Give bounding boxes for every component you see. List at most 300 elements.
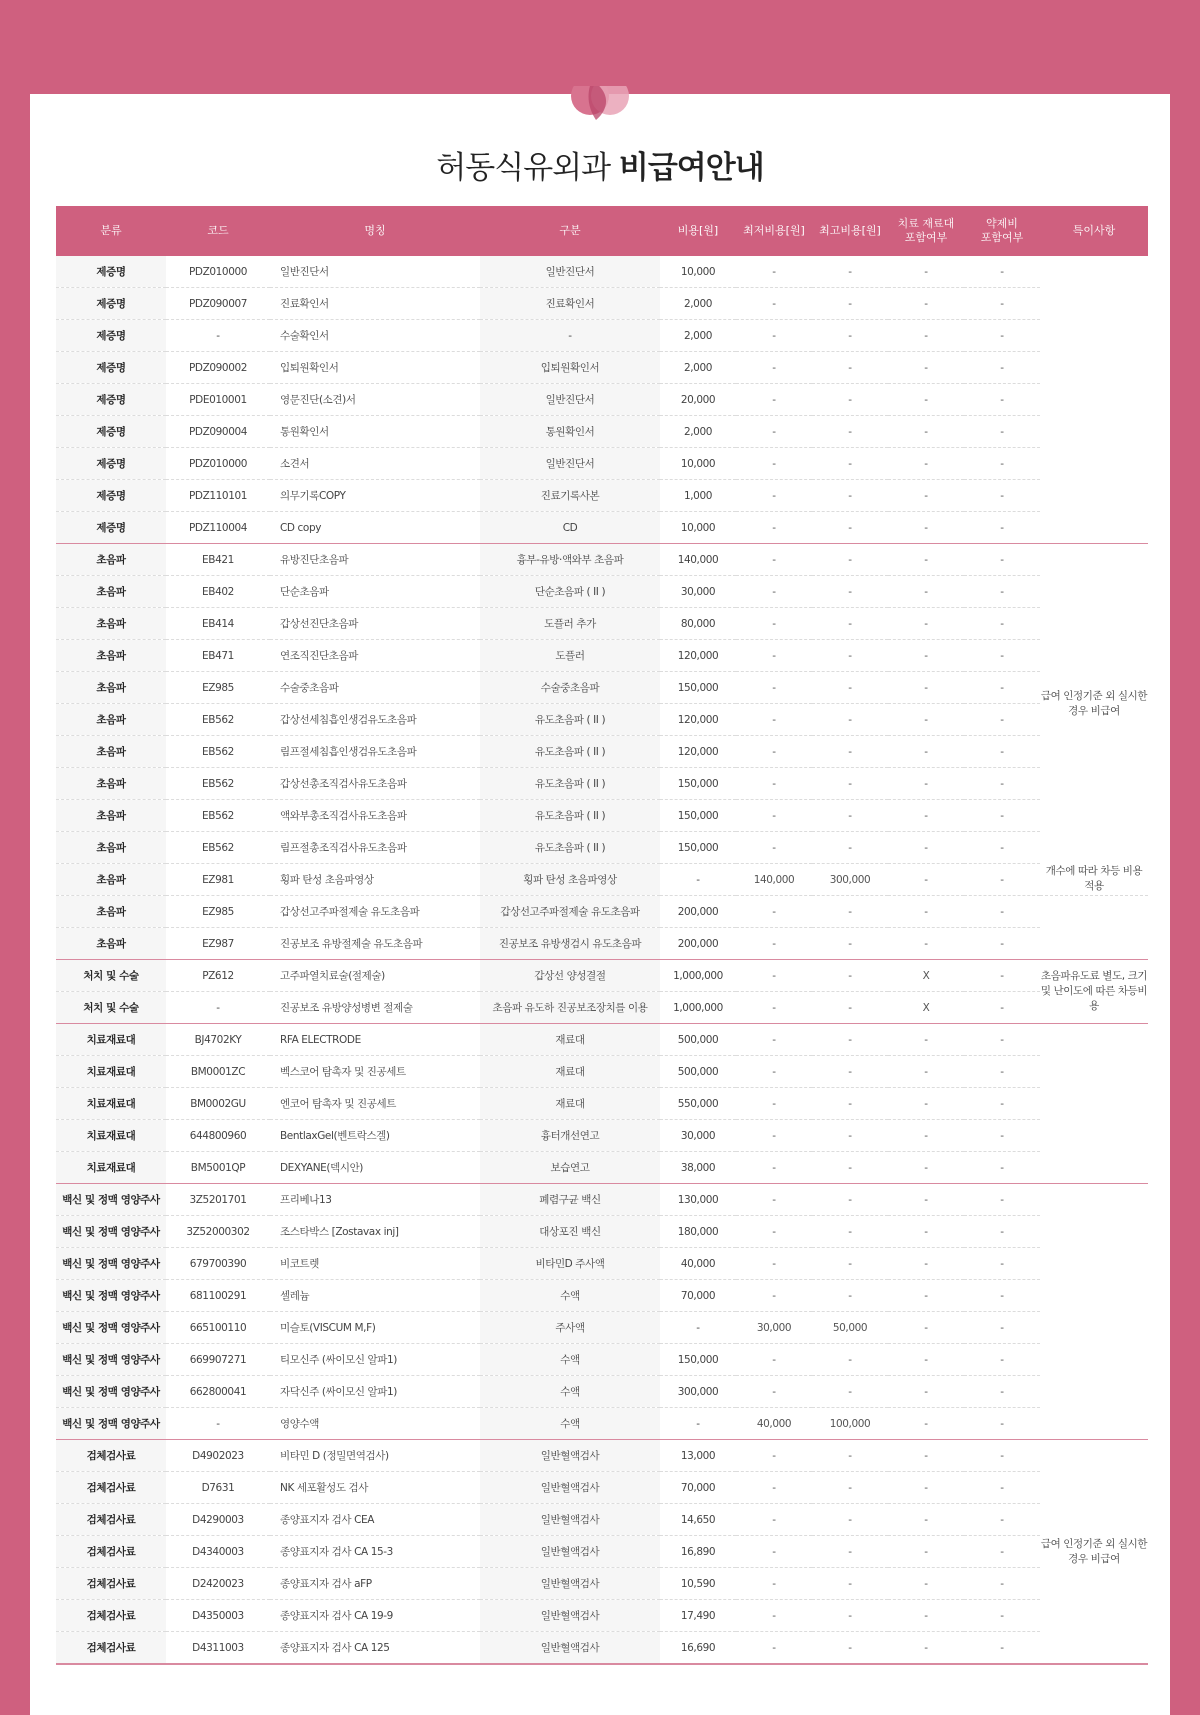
code-cell: - <box>166 992 270 1024</box>
drug-cell: - <box>964 1120 1040 1152</box>
max-cost-cell: 300,000 <box>812 864 888 896</box>
material-cell: - <box>888 352 964 384</box>
min-cost-cell: - <box>736 1376 812 1408</box>
code-cell: PDZ090002 <box>166 352 270 384</box>
max-cost-cell: - <box>812 1024 888 1056</box>
drug-cell: - <box>964 288 1040 320</box>
name-cell: 갑상선총조직검사유도초음파 <box>270 768 480 800</box>
header-material-included: 치료 재료대 포함여부 <box>888 206 964 256</box>
table-row <box>56 416 1148 448</box>
table-row <box>56 736 1148 768</box>
drug-cell: - <box>964 576 1040 608</box>
code-cell: EB402 <box>166 576 270 608</box>
min-cost-cell: - <box>736 448 812 480</box>
max-cost-cell: - <box>812 448 888 480</box>
max-cost-cell: - <box>812 1216 888 1248</box>
material-cell: - <box>888 1344 964 1376</box>
max-cost-cell: - <box>812 256 888 288</box>
type-cell: 흉부-유방·액와부 초음파 <box>480 544 660 576</box>
max-cost-cell: - <box>812 1376 888 1408</box>
category-cell: 초음파 <box>56 736 166 768</box>
cost-cell: 1,000,000 <box>660 992 736 1024</box>
drug-cell: - <box>964 704 1040 736</box>
name-cell: 소견서 <box>270 448 480 480</box>
header-drug-included: 약제비 포함여부 <box>964 206 1040 256</box>
type-cell: 일반혈액검사 <box>480 1568 660 1600</box>
content-card <box>30 94 1170 1715</box>
max-cost-cell: - <box>812 736 888 768</box>
header-type: 구분 <box>480 206 660 256</box>
code-cell: EB562 <box>166 704 270 736</box>
min-cost-cell: - <box>736 1600 812 1632</box>
material-cell: - <box>888 384 964 416</box>
drug-cell: - <box>964 736 1040 768</box>
max-cost-cell: - <box>812 1248 888 1280</box>
category-cell: 제증명 <box>56 512 166 544</box>
code-cell: 681100291 <box>166 1280 270 1312</box>
material-cell: - <box>888 928 964 960</box>
min-cost-cell: - <box>736 1088 812 1120</box>
max-cost-cell: - <box>812 1280 888 1312</box>
name-cell: 조스타박스 [Zostavax inj] <box>270 1216 480 1248</box>
min-cost-cell: - <box>736 960 812 992</box>
category-cell: 초음파 <box>56 672 166 704</box>
category-cell: 초음파 <box>56 800 166 832</box>
code-cell: BM0001ZC <box>166 1056 270 1088</box>
type-cell: 통원확인서 <box>480 416 660 448</box>
header-remarks: 특이사항 <box>1040 206 1148 256</box>
cost-cell: - <box>660 864 736 896</box>
material-cell: - <box>888 1440 964 1472</box>
category-cell: 제증명 <box>56 448 166 480</box>
drug-cell: - <box>964 416 1040 448</box>
max-cost-cell: - <box>812 320 888 352</box>
max-cost-cell: - <box>812 640 888 672</box>
min-cost-cell: - <box>736 992 812 1024</box>
code-cell: D4902023 <box>166 1440 270 1472</box>
name-cell: 단순초음파 <box>270 576 480 608</box>
table-row <box>56 352 1148 384</box>
material-cell: - <box>888 1408 964 1440</box>
drug-cell: - <box>964 1440 1040 1472</box>
drug-cell: - <box>964 1088 1040 1120</box>
material-cell: - <box>888 1184 964 1216</box>
name-cell: BentlaxGel(벤트락스겔) <box>270 1120 480 1152</box>
remarks-cell <box>1040 256 1148 544</box>
max-cost-cell: - <box>812 288 888 320</box>
code-cell: BM0002GU <box>166 1088 270 1120</box>
name-cell: 종양표지자 검사 CEA <box>270 1504 480 1536</box>
material-cell: X <box>888 960 964 992</box>
cost-cell: 120,000 <box>660 704 736 736</box>
drug-cell: - <box>964 672 1040 704</box>
min-cost-cell: - <box>736 832 812 864</box>
name-cell: 영문진단(소견)서 <box>270 384 480 416</box>
cost-cell: 140,000 <box>660 544 736 576</box>
code-cell: D4311003 <box>166 1632 270 1665</box>
type-cell: 도플러 추가 <box>480 608 660 640</box>
drug-cell: - <box>964 1472 1040 1504</box>
type-cell: 유도초음파 ( II ) <box>480 832 660 864</box>
table-row <box>56 1120 1148 1152</box>
code-cell: PDZ090007 <box>166 288 270 320</box>
name-cell: RFA ELECTRODE <box>270 1024 480 1056</box>
cost-cell: 14,650 <box>660 1504 736 1536</box>
type-cell: 초음파 유도하 진공보조장치를 이용 <box>480 992 660 1024</box>
material-cell: - <box>888 1376 964 1408</box>
type-cell: 진료기록사본 <box>480 480 660 512</box>
code-cell: D4350003 <box>166 1600 270 1632</box>
min-cost-cell: - <box>736 768 812 800</box>
drug-cell: - <box>964 1184 1040 1216</box>
code-cell: 644800960 <box>166 1120 270 1152</box>
category-cell: 백신 및 정맥 영양주사 <box>56 1408 166 1440</box>
table-row <box>56 576 1148 608</box>
cost-cell: 10,000 <box>660 448 736 480</box>
min-cost-cell: - <box>736 704 812 736</box>
table-row <box>56 608 1148 640</box>
min-cost-cell: - <box>736 1632 812 1665</box>
max-cost-cell: - <box>812 1472 888 1504</box>
min-cost-cell: - <box>736 1504 812 1536</box>
max-cost-cell: - <box>812 800 888 832</box>
min-cost-cell: - <box>736 384 812 416</box>
remarks-cell: 급여 인정기준 외 실시한 경우 비급여 <box>1040 1440 1148 1665</box>
drug-cell: - <box>964 1504 1040 1536</box>
max-cost-cell: - <box>812 576 888 608</box>
category-cell: 초음파 <box>56 704 166 736</box>
min-cost-cell: - <box>736 544 812 576</box>
table-row <box>56 1472 1148 1504</box>
max-cost-cell: - <box>812 992 888 1024</box>
max-cost-cell: - <box>812 672 888 704</box>
min-cost-cell: - <box>736 1472 812 1504</box>
drug-cell: - <box>964 832 1040 864</box>
category-cell: 제증명 <box>56 320 166 352</box>
table-row <box>56 1056 1148 1088</box>
drug-cell: - <box>964 512 1040 544</box>
min-cost-cell: - <box>736 608 812 640</box>
material-cell: - <box>888 1568 964 1600</box>
cost-cell: 180,000 <box>660 1216 736 1248</box>
drug-cell: - <box>964 800 1040 832</box>
name-cell: 통원확인서 <box>270 416 480 448</box>
max-cost-cell: 100,000 <box>812 1408 888 1440</box>
min-cost-cell: - <box>736 480 812 512</box>
table-row <box>56 1312 1148 1344</box>
table-row <box>56 256 1148 288</box>
type-cell: 일반혈액검사 <box>480 1600 660 1632</box>
cost-cell: 10,000 <box>660 256 736 288</box>
material-cell: - <box>888 480 964 512</box>
min-cost-cell: 30,000 <box>736 1312 812 1344</box>
table-row <box>56 544 1148 576</box>
type-cell: 수액 <box>480 1344 660 1376</box>
category-cell: 제증명 <box>56 256 166 288</box>
drug-cell: - <box>964 1248 1040 1280</box>
code-cell: EZ981 <box>166 864 270 896</box>
code-cell: 679700390 <box>166 1248 270 1280</box>
table-header-row <box>56 206 1148 256</box>
drug-cell: - <box>964 992 1040 1024</box>
type-cell: 단순초음파 ( II ) <box>480 576 660 608</box>
table-row <box>56 480 1148 512</box>
code-cell: 662800041 <box>166 1376 270 1408</box>
material-cell: - <box>888 640 964 672</box>
code-cell: EB562 <box>166 800 270 832</box>
material-cell: - <box>888 320 964 352</box>
code-cell: - <box>166 1408 270 1440</box>
table-row <box>56 1024 1148 1056</box>
category-cell: 치료재료대 <box>56 1088 166 1120</box>
category-cell: 초음파 <box>56 544 166 576</box>
code-cell: EZ985 <box>166 896 270 928</box>
table-row <box>56 928 1148 960</box>
min-cost-cell: - <box>736 512 812 544</box>
drug-cell: - <box>964 960 1040 992</box>
type-cell: 유도초음파 ( II ) <box>480 704 660 736</box>
table-row <box>56 768 1148 800</box>
cost-cell: 150,000 <box>660 1344 736 1376</box>
type-cell: 유도초음파 ( II ) <box>480 800 660 832</box>
remarks-cell <box>1040 896 1148 960</box>
material-cell: - <box>888 544 964 576</box>
category-cell: 초음파 <box>56 832 166 864</box>
page-title <box>30 142 1170 187</box>
type-cell: 보습연고 <box>480 1152 660 1184</box>
table-row <box>56 1184 1148 1216</box>
drug-cell: - <box>964 1152 1040 1184</box>
type-cell: 수액 <box>480 1408 660 1440</box>
drug-cell: - <box>964 1376 1040 1408</box>
material-cell: - <box>888 512 964 544</box>
type-cell: 입퇴원확인서 <box>480 352 660 384</box>
table-row <box>56 1248 1148 1280</box>
type-cell: 대상포진 백신 <box>480 1216 660 1248</box>
table-row <box>56 832 1148 864</box>
name-cell: 일반진단서 <box>270 256 480 288</box>
table-row <box>56 1568 1148 1600</box>
name-cell: 비타민 D (정밀면역검사) <box>270 1440 480 1472</box>
category-cell: 검체검사료 <box>56 1440 166 1472</box>
cost-cell: 150,000 <box>660 768 736 800</box>
type-cell: 일반혈액검사 <box>480 1472 660 1504</box>
drug-cell: - <box>964 768 1040 800</box>
table-row <box>56 864 1148 896</box>
table-row <box>56 1216 1148 1248</box>
type-cell: 일반진단서 <box>480 448 660 480</box>
hospital-logo-icon <box>570 86 630 128</box>
table-row <box>56 1408 1148 1440</box>
name-cell: 림프절총조직검사유도초음파 <box>270 832 480 864</box>
type-cell: 재료대 <box>480 1056 660 1088</box>
drug-cell: - <box>964 448 1040 480</box>
name-cell: 갑상선진단초음파 <box>270 608 480 640</box>
name-cell: 셀레늄 <box>270 1280 480 1312</box>
material-cell: - <box>888 832 964 864</box>
name-cell: 티모신주 (싸이모신 알파1) <box>270 1344 480 1376</box>
cost-cell: 40,000 <box>660 1248 736 1280</box>
type-cell: 일반혈액검사 <box>480 1632 660 1665</box>
header-code: 코드 <box>166 206 270 256</box>
max-cost-cell: 50,000 <box>812 1312 888 1344</box>
name-cell: 수술중초음파 <box>270 672 480 704</box>
cost-cell: 2,000 <box>660 288 736 320</box>
category-cell: 초음파 <box>56 864 166 896</box>
type-cell: 수액 <box>480 1376 660 1408</box>
category-cell: 제증명 <box>56 416 166 448</box>
name-cell: 비코트렛 <box>270 1248 480 1280</box>
material-cell: - <box>888 1088 964 1120</box>
code-cell: 3Z5201701 <box>166 1184 270 1216</box>
code-cell: EB421 <box>166 544 270 576</box>
max-cost-cell: - <box>812 352 888 384</box>
cost-cell: - <box>660 1312 736 1344</box>
max-cost-cell: - <box>812 416 888 448</box>
material-cell: - <box>888 800 964 832</box>
material-cell: - <box>888 1472 964 1504</box>
max-cost-cell: - <box>812 704 888 736</box>
cost-cell: 120,000 <box>660 640 736 672</box>
title-clinic-name: 허동식유외과 <box>436 150 611 186</box>
name-cell: 진공보조 유방절제술 유도초음파 <box>270 928 480 960</box>
drug-cell: - <box>964 1056 1040 1088</box>
cost-cell: 300,000 <box>660 1376 736 1408</box>
material-cell: - <box>888 704 964 736</box>
max-cost-cell: - <box>812 960 888 992</box>
max-cost-cell: - <box>812 1440 888 1472</box>
name-cell: 액와부총조직검사유도초음파 <box>270 800 480 832</box>
max-cost-cell: - <box>812 768 888 800</box>
category-cell: 초음파 <box>56 896 166 928</box>
cost-cell: 16,690 <box>660 1632 736 1665</box>
header-min-cost: 최저비용[원] <box>736 206 812 256</box>
table-row <box>56 1504 1148 1536</box>
code-cell: - <box>166 320 270 352</box>
name-cell: DEXYANE(덱시안) <box>270 1152 480 1184</box>
category-cell: 백신 및 정맥 영양주사 <box>56 1248 166 1280</box>
table-row <box>56 320 1148 352</box>
category-cell: 처치 및 수술 <box>56 992 166 1024</box>
min-cost-cell: - <box>736 736 812 768</box>
cost-cell: 500,000 <box>660 1024 736 1056</box>
max-cost-cell: - <box>812 1120 888 1152</box>
table-row <box>56 992 1148 1024</box>
code-cell: D7631 <box>166 1472 270 1504</box>
drug-cell: - <box>964 1568 1040 1600</box>
min-cost-cell: 140,000 <box>736 864 812 896</box>
cost-cell: 130,000 <box>660 1184 736 1216</box>
drug-cell: - <box>964 896 1040 928</box>
cost-cell: 150,000 <box>660 800 736 832</box>
table-row <box>56 448 1148 480</box>
cost-cell: 200,000 <box>660 928 736 960</box>
type-cell: 흉터개선연고 <box>480 1120 660 1152</box>
max-cost-cell: - <box>812 480 888 512</box>
min-cost-cell: - <box>736 1216 812 1248</box>
type-cell: 유도초음파 ( II ) <box>480 768 660 800</box>
category-cell: 검체검사료 <box>56 1568 166 1600</box>
max-cost-cell: - <box>812 544 888 576</box>
min-cost-cell: - <box>736 256 812 288</box>
name-cell: 고주파열치료술(절제술) <box>270 960 480 992</box>
cost-cell: 80,000 <box>660 608 736 640</box>
remarks-cell: 초음파유도료 별도, 크기 및 난이도에 따른 차등비용 <box>1040 960 1148 1024</box>
min-cost-cell: - <box>736 928 812 960</box>
max-cost-cell: - <box>812 896 888 928</box>
cost-cell: 20,000 <box>660 384 736 416</box>
cost-cell: 500,000 <box>660 1056 736 1088</box>
table-row <box>56 1600 1148 1632</box>
category-cell: 처치 및 수술 <box>56 960 166 992</box>
material-cell: - <box>888 1248 964 1280</box>
code-cell: PDZ090004 <box>166 416 270 448</box>
type-cell: 진료확인서 <box>480 288 660 320</box>
table-row <box>56 640 1148 672</box>
cost-cell: 70,000 <box>660 1472 736 1504</box>
cost-cell: 38,000 <box>660 1152 736 1184</box>
min-cost-cell: - <box>736 1152 812 1184</box>
cost-cell: 550,000 <box>660 1088 736 1120</box>
category-cell: 백신 및 정맥 영양주사 <box>56 1312 166 1344</box>
name-cell: 갑상선세침흡인생검유도초음파 <box>270 704 480 736</box>
code-cell: D4340003 <box>166 1536 270 1568</box>
cost-cell: 10,000 <box>660 512 736 544</box>
material-cell: - <box>888 608 964 640</box>
name-cell: 진료확인서 <box>270 288 480 320</box>
table-row <box>56 960 1148 992</box>
min-cost-cell: - <box>736 352 812 384</box>
type-cell: 수액 <box>480 1280 660 1312</box>
drug-cell: - <box>964 608 1040 640</box>
material-cell: - <box>888 1600 964 1632</box>
category-cell: 검체검사료 <box>56 1632 166 1665</box>
min-cost-cell: - <box>736 1280 812 1312</box>
code-cell: PZ612 <box>166 960 270 992</box>
name-cell: CD copy <box>270 512 480 544</box>
code-cell: EB562 <box>166 832 270 864</box>
header-cost: 비용[원] <box>660 206 736 256</box>
material-cell: - <box>888 1280 964 1312</box>
table-row <box>56 1152 1148 1184</box>
name-cell: 횡파 탄성 초음파영상 <box>270 864 480 896</box>
category-cell: 백신 및 정맥 영양주사 <box>56 1216 166 1248</box>
drug-cell: - <box>964 640 1040 672</box>
type-cell: 일반혈액검사 <box>480 1504 660 1536</box>
table-row <box>56 1376 1148 1408</box>
material-cell: - <box>888 1536 964 1568</box>
cost-cell: 2,000 <box>660 320 736 352</box>
drug-cell: - <box>964 256 1040 288</box>
category-cell: 백신 및 정맥 영양주사 <box>56 1184 166 1216</box>
drug-cell: - <box>964 1216 1040 1248</box>
material-cell: - <box>888 1056 964 1088</box>
code-cell: D4290003 <box>166 1504 270 1536</box>
material-cell: - <box>888 1216 964 1248</box>
material-cell: - <box>888 768 964 800</box>
code-cell: EB562 <box>166 768 270 800</box>
max-cost-cell: - <box>812 1088 888 1120</box>
drug-cell: - <box>964 1344 1040 1376</box>
material-cell: - <box>888 1024 964 1056</box>
drug-cell: - <box>964 1632 1040 1665</box>
max-cost-cell: - <box>812 832 888 864</box>
name-cell: 연조직진단초음파 <box>270 640 480 672</box>
cost-cell: 30,000 <box>660 1120 736 1152</box>
min-cost-cell: - <box>736 1248 812 1280</box>
table-row <box>56 384 1148 416</box>
material-cell: - <box>888 416 964 448</box>
